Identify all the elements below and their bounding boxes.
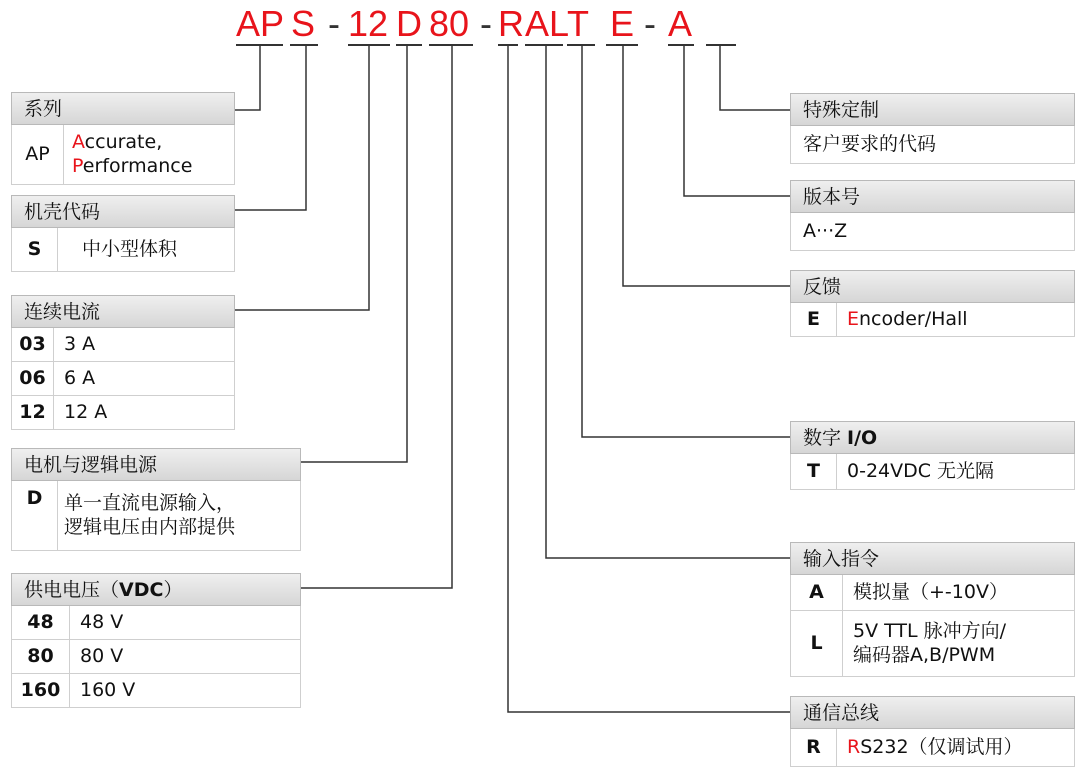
code-seg-bus: R	[498, 3, 524, 44]
command-row	[790, 611, 1075, 677]
connector-series	[235, 46, 260, 110]
voltage-box	[11, 573, 301, 708]
digital-io-box	[790, 421, 1075, 490]
connector-digital-io	[582, 46, 790, 437]
current-value: 6 A	[64, 366, 96, 389]
connector-current	[235, 46, 369, 310]
current-header: 连续电流	[11, 295, 235, 328]
connector-bus	[508, 46, 790, 712]
code-seg-dash: -	[644, 3, 656, 44]
current-row	[11, 362, 235, 396]
voltage-key: 80	[12, 640, 70, 673]
special-box	[790, 93, 1075, 164]
code-seg-feedback: E	[610, 3, 635, 44]
connector-feedback	[623, 46, 790, 286]
code-seg-power: D	[396, 3, 422, 44]
voltage-value: 80 V	[80, 644, 124, 667]
voltage-row	[11, 640, 301, 674]
connector-special	[720, 46, 790, 110]
digital-io-header: 数字 I/O	[790, 421, 1075, 454]
power-row	[11, 481, 301, 551]
code-seg-version: A	[668, 3, 693, 44]
current-key: 06	[12, 362, 54, 395]
housing-header: 机壳代码	[11, 195, 235, 228]
series-header: 系列	[11, 92, 235, 125]
code-seg-digital-io: T	[567, 3, 589, 44]
feedback-box	[790, 270, 1075, 337]
digital-io-row	[790, 454, 1075, 490]
command-key: L	[791, 611, 843, 676]
code-seg-dash: -	[480, 3, 492, 44]
feedback-key: E	[791, 303, 837, 336]
current-box	[11, 295, 235, 430]
version-header: 版本号	[790, 180, 1075, 213]
command-header: 输入指令	[790, 542, 1075, 575]
code-seg-voltage: 80	[429, 3, 470, 44]
special-value: 客户要求的代码	[790, 126, 1075, 164]
series-description: Accurate, Performance	[72, 130, 193, 177]
bus-key: R	[791, 729, 837, 766]
current-value: 3 A	[64, 332, 96, 355]
version-value: A···Z	[790, 213, 1075, 251]
bus-header: 通信总线	[790, 696, 1075, 729]
voltage-header: 供电电压（VDC）	[11, 573, 301, 606]
code-seg-command: AL	[525, 3, 570, 44]
code-seg-series: AP	[236, 3, 285, 44]
current-key: 03	[12, 328, 54, 361]
connector-power	[300, 46, 407, 462]
voltage-value: 160 V	[80, 678, 136, 701]
digital-io-key: T	[791, 454, 837, 489]
bus-box	[790, 696, 1075, 767]
voltage-key: 48	[12, 606, 70, 639]
power-description: 单一直流电源输入， 逻辑电压由内部提供	[64, 491, 236, 538]
command-row	[790, 575, 1075, 611]
code-seg-dash: -	[328, 3, 340, 44]
command-key: A	[791, 575, 843, 610]
code-seg-housing: S	[291, 3, 316, 44]
housing-row	[11, 228, 235, 272]
connector-version	[684, 46, 790, 196]
series-key: AP	[12, 125, 64, 184]
current-row	[11, 396, 235, 430]
voltage-key: 160	[12, 674, 70, 707]
housing-key: S	[12, 228, 58, 271]
command-value: 5V TTL 脉冲方向/ 编码器A,B/PWM	[853, 619, 1007, 666]
version-box	[790, 180, 1075, 251]
bus-row	[790, 729, 1075, 767]
voltage-row	[11, 674, 301, 708]
power-box	[11, 448, 301, 551]
current-row	[11, 328, 235, 362]
special-header: 特殊定制	[790, 93, 1075, 126]
command-box	[790, 542, 1075, 677]
connector-voltage	[300, 46, 452, 588]
code-seg-current: 12	[348, 3, 389, 44]
digital-io-value: 0-24VDC 无光隔	[847, 459, 995, 482]
current-value: 12 A	[64, 400, 108, 423]
voltage-value: 48 V	[80, 610, 124, 633]
series-box	[11, 92, 235, 185]
feedback-header: 反馈	[790, 270, 1075, 303]
connector-housing	[235, 46, 306, 210]
feedback-value: E ncoder/Hall	[847, 307, 968, 330]
voltage-row	[11, 606, 301, 640]
command-value: 模拟量（+-10V）	[853, 580, 1008, 603]
bus-value: R S232（仅调试用）	[847, 735, 1023, 758]
housing-value: 中小型体积	[82, 237, 178, 260]
power-header: 电机与逻辑电源	[11, 448, 301, 481]
power-key: D	[12, 481, 58, 550]
feedback-row	[790, 303, 1075, 337]
current-key: 12	[12, 396, 54, 429]
housing-box	[11, 195, 235, 272]
